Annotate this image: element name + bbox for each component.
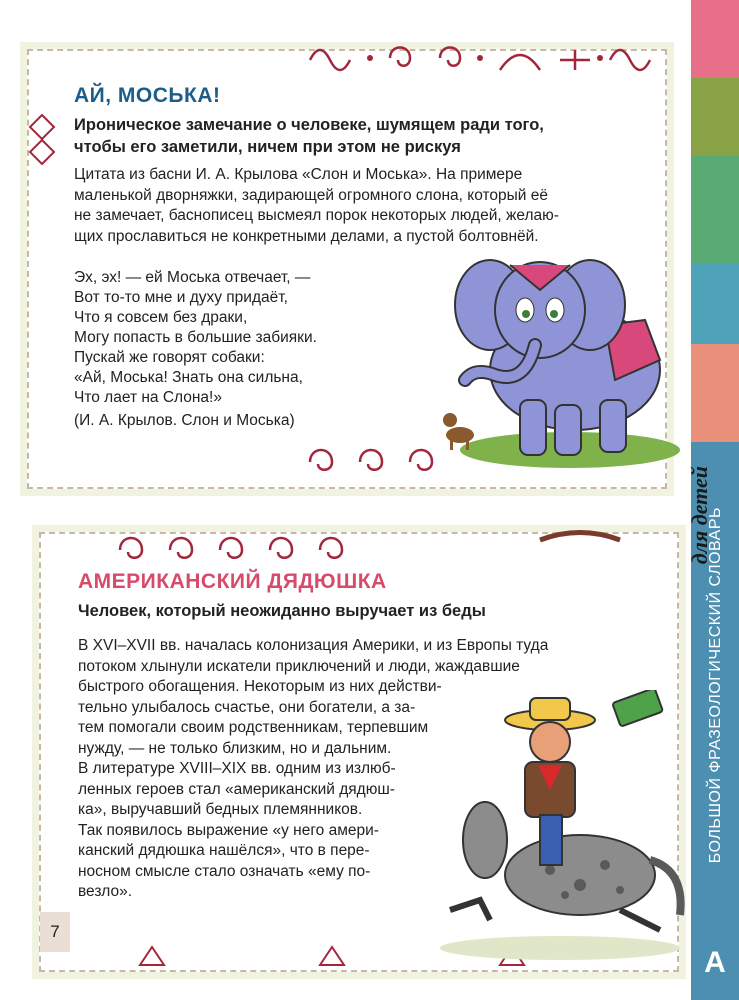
poem-quote: Эх, эх! — ей Моська отвечает, — Вот то-то мне и духу придаёт, Что я совсем без драки, Могу попасть в большие забияки. Пускай же говорят собаки: «Ай, Моська! Знать она сильна, Что лает на Слона!» [74, 269, 317, 406]
cowboy-horse-illustration [420, 690, 690, 970]
band-salmon [691, 344, 739, 442]
band-olive [691, 78, 739, 156]
entry-meaning-2: Человек, который неожиданно выручает из беды [78, 602, 486, 620]
swirl-ornament-top [300, 30, 680, 80]
poem-citation: (И. А. Крылов. Слон и Моська) [74, 412, 295, 429]
elephant-illustration [430, 250, 685, 475]
band-pink [691, 0, 739, 78]
band-teal [691, 264, 739, 344]
swirl-ornament-top-2 [110, 510, 670, 570]
diamond-ornament-left [22, 110, 62, 170]
entry-title-2: АМЕРИКАНСКИЙ ДЯДЮШКА [78, 570, 387, 593]
page-number: 7 [40, 912, 70, 952]
money-bill-icon [612, 690, 663, 727]
entry-title-1: АЙ, МОСЬКА! [74, 84, 221, 107]
dictionary-title: БОЛЬШОЙ ФРАЗЕОЛОГИЧЕСКИЙ СЛОВАРЬ [707, 506, 724, 864]
section-letter: А [691, 925, 739, 1000]
dictionary-subtitle: для детей [687, 465, 712, 565]
band-green [691, 156, 739, 264]
entry-body-2: В XVI–XVII вв. началась колонизация Америки, и из Европы туда потоком хлынули искатели приключений и люди, жаждавшие быстрого обогащения. Некоторым из них действи- тельно улыбалось счастье, они богатели, а за- тем помогали своим родственникам, терпевшим нужду, — не только близким, но и дальним. В литературе XVIII–XIX вв. одним из излюб- ленных героев стал «американский дядюш- ка», выручавший бедных племянников. Так появилось выражение «у него амери- канский дядюшка нашёлся», что в пере- носном смысле стало означать «ему по- везло». [78, 637, 549, 900]
entry-body-1: Цитата из басни И. А. Крылова «Слон и Моська». На примере маленькой дворняжки, задирающей огромного слона, который её не замечает, баснописец высмеял порок некоторых людей, желаю- щих прославиться не конкретными делами, а пустой болтовнёй. [74, 166, 559, 245]
entry-meaning-1: Ироническое замечание о человеке, шумящем ради того, чтобы его заметили, ничем при этом не рискуя [74, 116, 544, 156]
